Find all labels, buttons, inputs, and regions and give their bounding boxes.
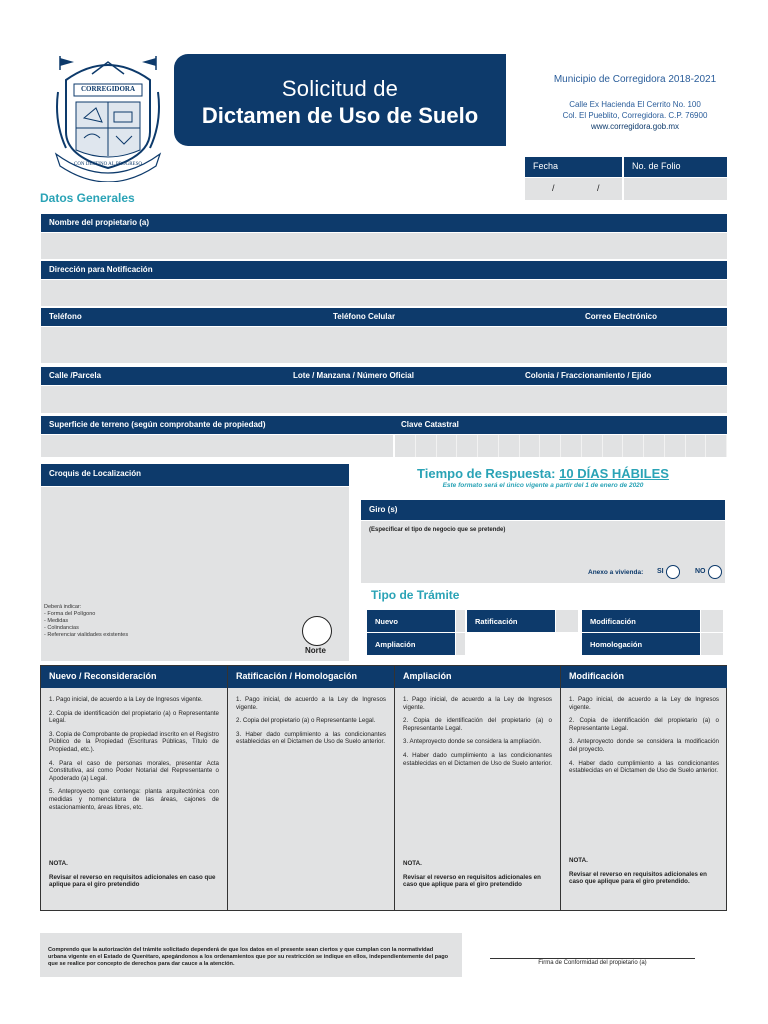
requirements-header: Ratificación / Homologación [228,666,394,688]
requirement-item: 4. Haber dado cumplimiento a las condicionantes establecidas en el Dictamen de Uso de Suelo anterior. [569,759,719,775]
annex-label: Anexo a vivienda: [588,569,644,576]
annex-no-radio[interactable] [708,565,722,579]
form-title-banner [174,54,506,146]
requirement-item: 2. Copia del propietario (a) o Representante Legal. [236,717,376,725]
requirements-note [569,857,719,886]
folio-field[interactable] [624,178,727,200]
north-label: Norte [305,646,326,655]
croquis-notes-title: Deberá indicar: [44,604,82,610]
tramite-nuevo-option[interactable]: Nuevo [367,610,455,632]
address-line-1: Calle Ex Hacienda El Cerrito No. 100 [569,100,701,109]
tramite-ratificacion-option[interactable]: Ratificación [467,610,555,632]
footer-panel [40,933,727,977]
colony-label: Colonia / Fraccionamiento / Ejido [525,371,652,380]
cell-label: Teléfono Celular [333,312,396,321]
requirement-item: 2. Copia de identificación del propietario (a) o Representante Legal. [569,717,719,732]
requirements-list [561,688,727,775]
address-line-2: Col. El Pueblito, Corregidora. C.P. 76900 [562,111,708,120]
note-title: NOTA. [569,857,588,864]
annex-yes-label: SI [657,568,664,575]
phone-fields[interactable] [41,327,727,363]
croquis-label: Croquis de Localización [49,469,142,478]
logo-motto: CON DESTINO AL PROGRESO [73,162,142,167]
requirement-item: 2. Copia de identificación del propietario (a) o Representante Legal. [49,709,219,725]
croquis-note: - Referenciar vialidades existentes [44,632,129,638]
signature-line [490,958,695,959]
section-title-datos-generales: Datos Generales [40,191,135,205]
tramite-nuevo-checkbox[interactable] [456,610,465,632]
phone-header [41,308,727,326]
requirements-list [395,688,560,767]
croquis-note: - Medidas [44,618,69,624]
signature-box[interactable] [462,933,727,977]
section-title-tipo-tramite: Tipo de Trámite [371,588,460,602]
date-header [525,157,622,177]
street-header [41,367,727,385]
street-label: Calle /Parcela [49,371,102,380]
giro-header [361,500,725,520]
owner-header [41,214,727,232]
giro-hint: (Especificar el tipo de negocio que se pretende) [369,527,506,533]
requirements-header: Modificación [561,666,727,688]
tramite-homologacion-option[interactable]: Homologación [582,633,700,655]
response-time-title [362,466,724,481]
croquis-note: - Forma del Polígono [44,611,96,617]
lot-label: Lote / Manzana / Número Oficial [293,371,414,380]
form-title-line2: Dictamen de Uso de Suelo [201,103,479,128]
note-title: NOTA. [403,860,422,867]
requirement-item: 3. Anteproyecto donde se considera la ampliación. [403,738,542,746]
croquis-header [41,464,349,486]
requirements-header: Nuevo / Reconsideración [41,666,227,688]
note-title: NOTA. [49,860,68,867]
note-text: Revisar el reverso en requisitos adicionales en caso que aplique para el giro pretendido [403,873,541,889]
annex-no-label: NO [695,568,706,575]
tramite-homologacion-checkbox[interactable] [701,633,723,655]
website: www.corregidora.gob.mx [590,122,680,131]
requirements-note [403,860,552,889]
owner-field[interactable] [41,233,727,259]
north-compass-icon [302,616,332,646]
requirement-item: 3. Anteproyecto donde se considera la modificación del proyecto. [569,738,719,753]
requirement-item: 4. Para el caso de personas morales, presentar Acta Constitutiva, así como Poder Notarial del Representante o Apoderado (a) Legal. [49,759,219,782]
municipality-info [520,74,750,132]
requirements-header: Ampliación [395,666,560,688]
phone-label: Teléfono [49,312,82,321]
address-header [41,261,727,279]
requirement-item: 3. Haber dado cumplimiento a las condicionantes establecidas en el Dictamen de Uso de Suelo anterior. [236,730,386,746]
tramite-ampliacion-checkbox[interactable] [456,633,465,655]
tramite-ampliacion-option[interactable]: Ampliación [367,633,455,655]
requirements-list [41,688,227,811]
email-label: Correo Electrónico [585,312,658,321]
street-fields[interactable] [41,386,727,413]
surface-field[interactable] [41,435,393,457]
note-text: Revisar el reverso en requisitos adicionales en caso que aplique para el giro pretendido [49,873,216,889]
form-title-line1: Solicitud de [281,76,399,101]
response-time-value: 10 DÍAS HÁBILES [559,466,669,481]
requirement-item: 2. Copia de identificación del propietario (a) o Representante Legal. [403,717,552,732]
requirements-list [228,688,394,746]
requirement-item: 3. Copia de Comprobante de propiedad inscrito en el Registro Público de la Propiedad (Escrituras Públicas, Título de Propiedad, etc.). [49,730,219,753]
tramite-modificacion-option[interactable]: Modificación [582,610,700,632]
signature-label: Firma de Conformidad del propietario (a) [538,960,647,966]
croquis-note: - Colindancias [44,625,79,631]
validity-note: Este formato será el único vigente a partir del 1 de enero de 2020 [442,482,644,489]
response-time-prefix: Tiempo de Respuesta: [417,466,560,481]
requirements-column-ampliacion [395,666,561,910]
address-label: Dirección para Notificación [49,265,153,274]
requirement-item: 5. Anteproyecto que contenga: planta arquitectónica con medidas y nomenclatura de las áreas, cajones de estacionamiento, áreas libres, etc. [49,788,219,811]
giro-label: Giro (s) [369,505,398,514]
surface-label: Superficie de terreno (según comprobante de propiedad) [49,420,266,429]
cadastral-label: Clave Catastral [401,420,459,429]
requirements-column-modificacion [561,666,727,910]
requirement-item: 1. Pago inicial, de acuerdo a la Ley de Ingresos vigente. [236,696,386,711]
municipality-name: Municipio de Corregidora 2018-2021 [553,74,717,85]
date-field[interactable] [525,178,622,200]
municipal-seal-logo [52,52,164,182]
folio-label: No. de Folio [632,161,681,171]
requirement-item: 4. Haber dado cumplimiento a las condicionantes establecidas en el Dictamen de Uso de Suelo anterior. [403,751,552,767]
disclaimer-text: Comprendo que la autorización del trámite solicitado dependerá de que los datos en el presente sean ciertos y que cumplan con la normatividad urbana vigente en el Estado de Querétaro, apegándonos a los ordenamientos que por su restricción se indique en ellos, independientemente del pago que se realice por concepto de derechos para dar cauce a la atención. [48,947,449,967]
date-sep-2: / [597,183,600,193]
requirements-column-ratificacion [228,666,395,910]
tramite-modificacion-checkbox[interactable] [701,610,723,632]
note-text: Revisar el reverso en requisitos adicionales en caso que aplique para el giro pretendido. [569,870,707,886]
annex-yes-radio[interactable] [666,565,680,579]
requirements-note [49,860,219,889]
folio-header [624,157,727,177]
cadastral-key-boxes[interactable] [395,435,727,457]
address-field[interactable] [41,280,727,306]
requirement-item: 1. Pago inicial, de acuerdo a la Ley de Ingresos vigente. [569,696,719,711]
surface-header [41,416,727,434]
requirements-column-nuevo [41,666,228,910]
date-sep-1: / [552,183,555,193]
croquis-notes [44,604,128,639]
tramite-ratificacion-checkbox[interactable] [556,610,578,632]
requirement-item: 1. Pago inicial, de acuerdo a la Ley de Ingresos vigente. [403,696,552,711]
owner-label: Nombre del propietario (a) [49,218,150,227]
requirement-item: 1. Pago inicial, de acuerdo a la Ley de Ingresos vigente. [49,696,203,703]
giro-field[interactable] [361,521,725,583]
date-label: Fecha [533,161,559,171]
logo-top-text: CORREGIDORA [80,85,136,93]
